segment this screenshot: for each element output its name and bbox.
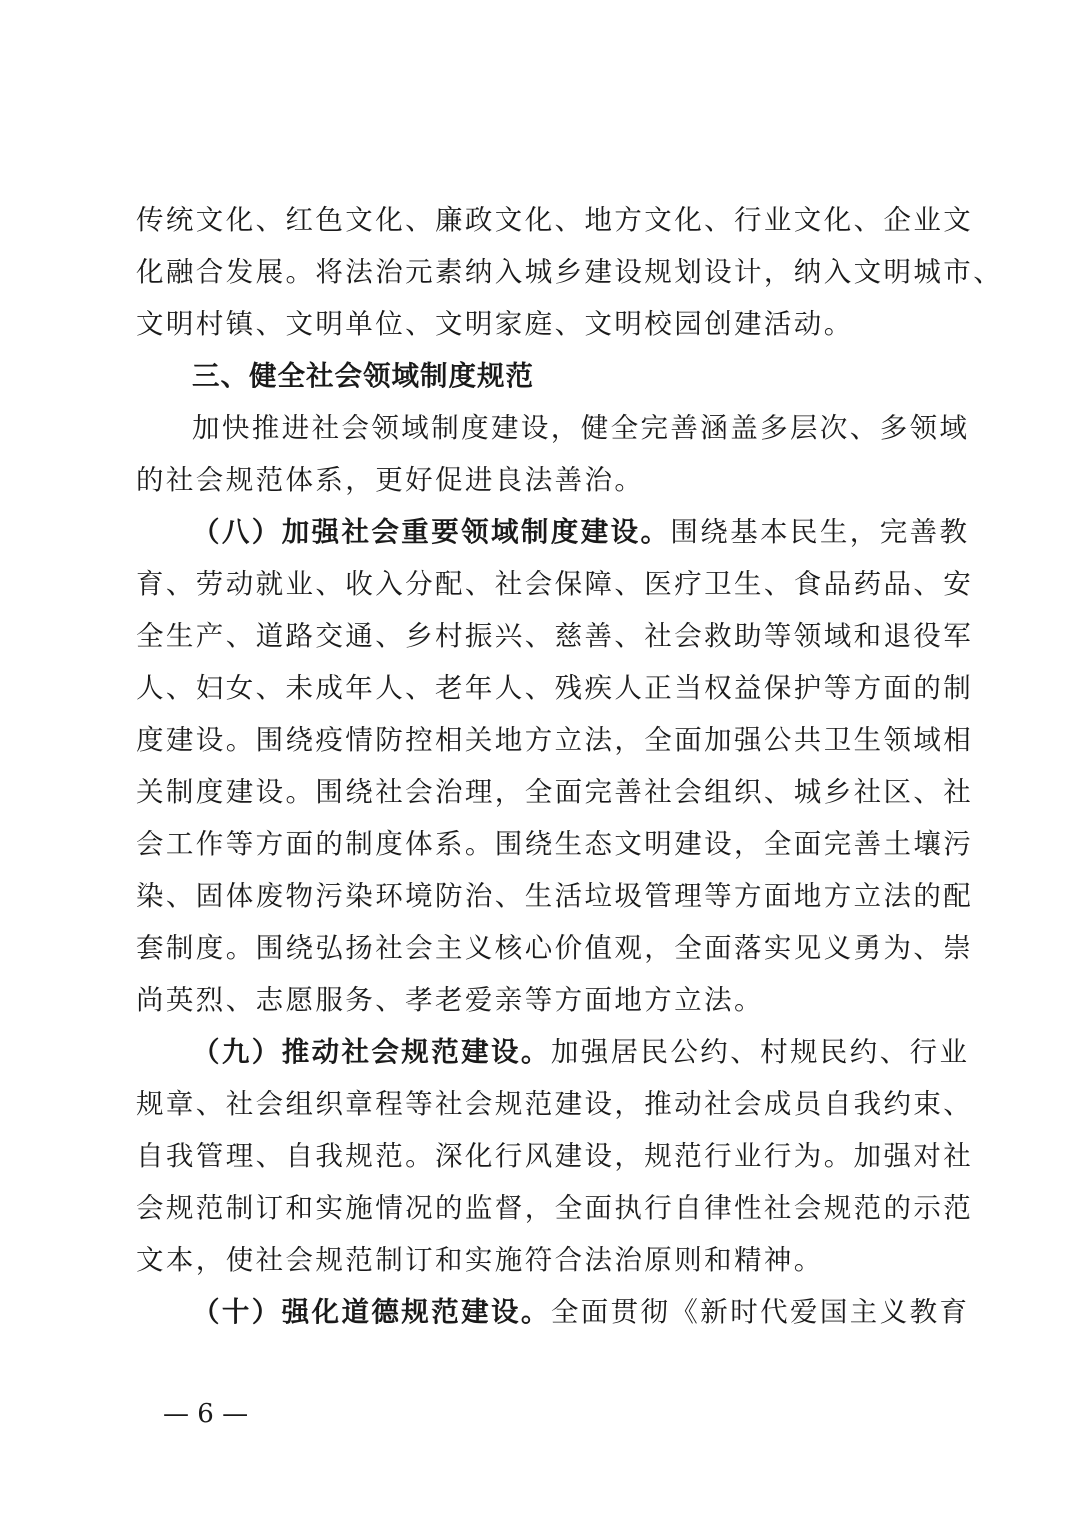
item-9-lead: （九）推动社会规范建设。: [192, 1036, 551, 1068]
text-line: 套制度。围绕弘扬社会主义核心价值观，全面落实见义勇为、崇: [136, 932, 974, 964]
item-9-first-line: [192, 1026, 970, 1078]
text-line: 关制度建设。围绕社会治理，全面完善社会组织、城乡社区、社: [136, 776, 974, 808]
text-line: 育、劳动就业、收入分配、社会保障、医疗卫生、食品药品、安: [136, 568, 974, 600]
text-line: 自我管理、自我规范。深化行风建设，规范行业行为。加强对社: [136, 1140, 974, 1172]
text-line: 度建设。围绕疫情防控相关地方立法，全面加强公共卫生领域相: [136, 724, 974, 756]
item-10-lead: （十）强化道德规范建设。: [192, 1296, 551, 1328]
text-line: 化融合发展。将法治元素纳入城乡建设规划设计，纳入文明城市、: [136, 256, 1004, 288]
text-line: 会规范制订和实施情况的监督，全面执行自律性社会规范的示范: [136, 1192, 974, 1224]
text-line: 传统文化、红色文化、廉政文化、地方文化、行业文化、企业文: [136, 204, 974, 236]
text-line: 的社会规范体系，更好促进良法善治。: [136, 464, 645, 496]
page-number: — 6 —: [163, 1399, 249, 1429]
item-10-text: 全面贯彻《新时代爱国主义教育: [550, 1296, 970, 1328]
text-line: 全生产、道路交通、乡村振兴、慈善、社会救助等领域和退役军: [136, 620, 974, 652]
text-line: 尚英烈、志愿服务、孝老爱亲等方面地方立法。: [136, 984, 764, 1016]
text-line: 文本，使社会规范制订和实施符合法治原则和精神。: [136, 1244, 824, 1276]
item-10-first-line: [192, 1286, 970, 1338]
item-8-text: 围绕基本民生，完善教: [670, 516, 970, 548]
text-line: 文明村镇、文明单位、文明家庭、文明校园创建活动。: [136, 308, 854, 340]
item-9-text: 加强居民公约、村规民约、行业: [550, 1036, 970, 1068]
text-line: 加快推进社会领域制度建设，健全完善涵盖多层次、多领域: [192, 412, 970, 444]
text-line: 会工作等方面的制度体系。围绕生态文明建设，全面完善土壤污: [136, 828, 974, 860]
item-8-lead: （八）加强社会重要领域制度建设。: [192, 516, 671, 548]
section-heading: 三、健全社会领域制度规范: [192, 360, 534, 392]
text-line: 规章、社会组织章程等社会规范建设，推动社会成员自我约束、: [136, 1088, 974, 1120]
item-8-first-line: [192, 506, 970, 558]
text-line: 人、妇女、未成年人、老年人、残疾人正当权益保护等方面的制: [136, 672, 974, 704]
text-line: 染、固体废物污染环境防治、生活垃圾管理等方面地方立法的配: [136, 880, 974, 912]
